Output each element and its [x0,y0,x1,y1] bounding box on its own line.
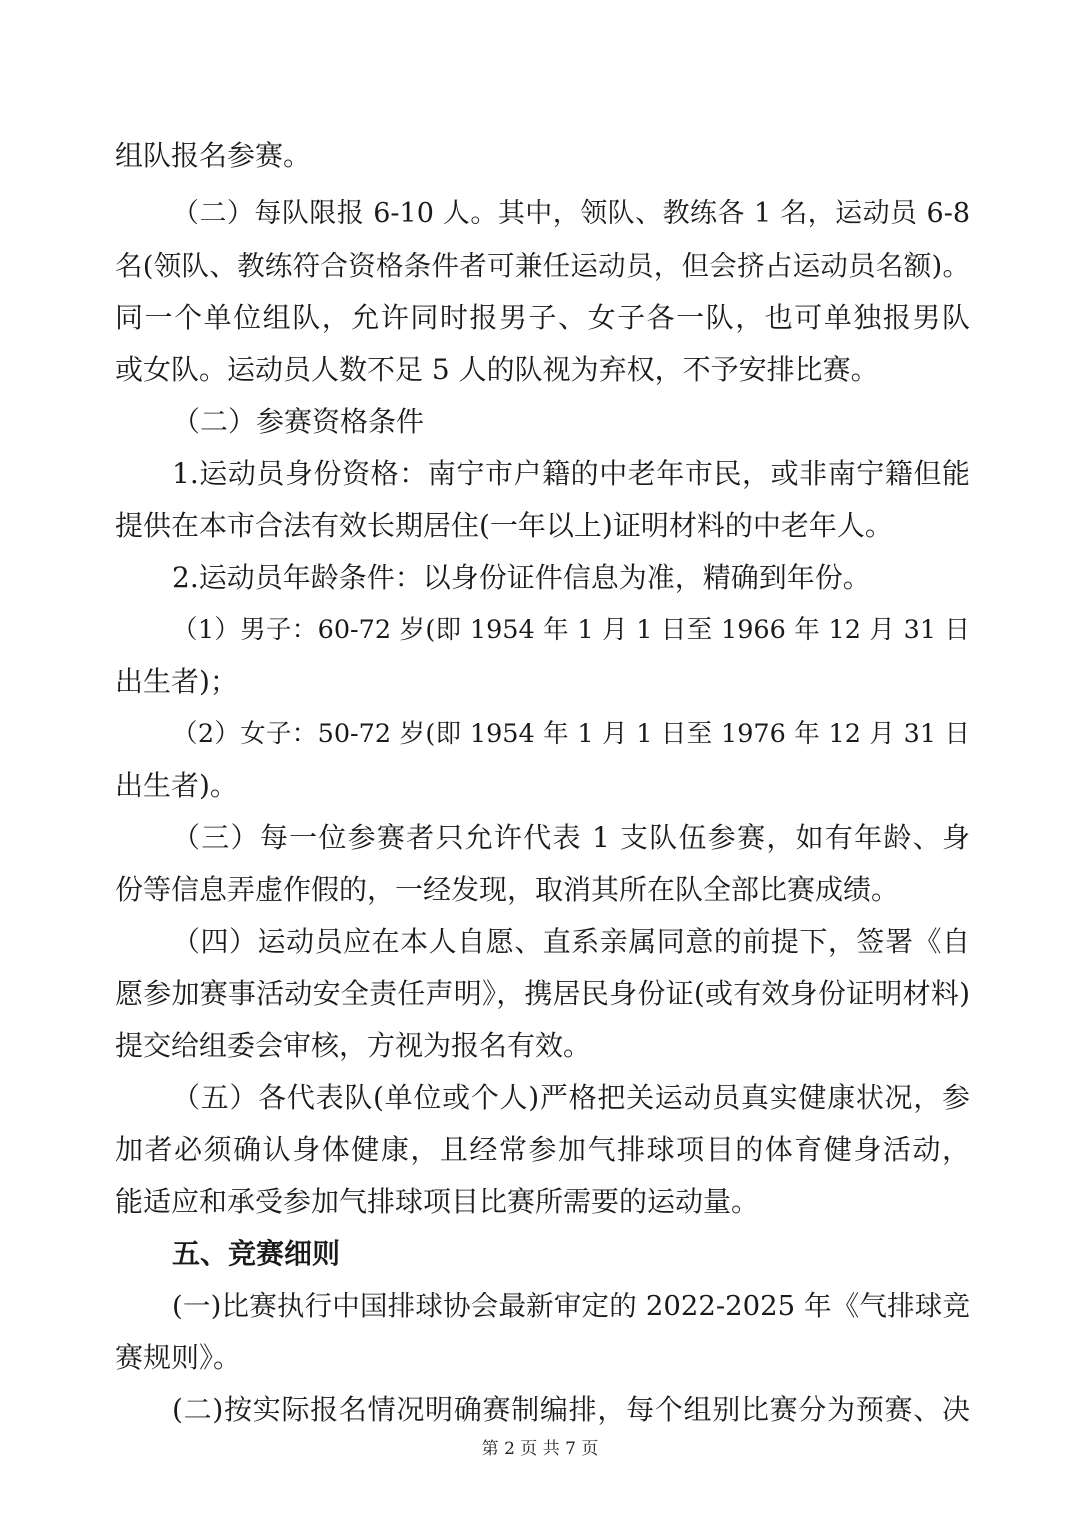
paragraph-line: 份等信息弄虚作假的，一经发现，取消其所在队全部比赛成绩。 [115,873,900,906]
paragraph-line: （三）每一位参赛者只允许代表 1 支队伍参赛，如有年龄、身 [172,821,970,854]
paragraph-line: （2）女子：50-72 岁(即 1954 年 1 月 1 日至 1976 年 12 月 31 日 [172,719,970,749]
paragraph-line: 1.运动员身份资格：南宁市户籍的中老年市民，或非南宁籍但能 [172,457,970,490]
paragraph-line: (一)比赛执行中国排球协会最新审定的 2022-2025 年《气排球竞 [172,1290,970,1322]
paragraph-line: 或女队。运动员人数不足 5 人的队视为弃权，不予安排比赛。 [115,353,879,386]
section-heading: 五、竞赛细则 [172,1237,341,1270]
paragraph-line: 提供在本市合法有效长期居住(一年以上)证明材料的中老年人。 [115,509,893,542]
paragraph-line: 加者必须确认身体健康，且经常参加气排球项目的体育健身活动， [115,1133,970,1166]
paragraph-line: 出生者)； [115,665,238,698]
paragraph-line: 名(领队、教练符合资格条件者可兼任运动员，但会挤占运动员名额)。 [115,250,970,282]
paragraph-line: （二）每队限报 6-10 人。其中，领队、教练各 1 名，运动员 6-8 [172,198,970,229]
paragraph-line: (二)按实际报名情况明确赛制编排，每个组别比赛分为预赛、决 [172,1393,970,1426]
paragraph-line: （五）各代表队(单位或个人)严格把关运动员真实健康状况，参 [172,1081,970,1114]
paragraph-line: 能适应和承受参加气排球项目比赛所需要的运动量。 [115,1185,760,1218]
paragraph-line: （1）男子：60-72 岁(即 1954 年 1 月 1 日至 1966 年 12 月 31 日 [172,615,970,645]
paragraph-line: 同一个单位组队，允许同时报男子、女子各一队，也可单独报男队 [115,301,970,334]
paragraph-line: 赛规则》。 [115,1341,242,1374]
paragraph-line: 组队报名参赛。 [115,139,312,172]
paragraph-line: 2.运动员年龄条件：以身份证件信息为准，精确到年份。 [172,561,871,594]
paragraph-line: 出生者)。 [115,769,238,802]
page-footer: 第 2 页 共 7 页 [481,1439,599,1459]
section-subheading: （二）参赛资格条件 [172,405,425,438]
paragraph-line: （四）运动员应在本人自愿、直系亲属同意的前提下，签署《自 [172,925,970,958]
paragraph-line: 提交给组委会审核，方视为报名有效。 [115,1029,592,1062]
paragraph-line: 愿参加赛事活动安全责任声明》，携居民身份证(或有效身份证明材料) [115,977,970,1010]
